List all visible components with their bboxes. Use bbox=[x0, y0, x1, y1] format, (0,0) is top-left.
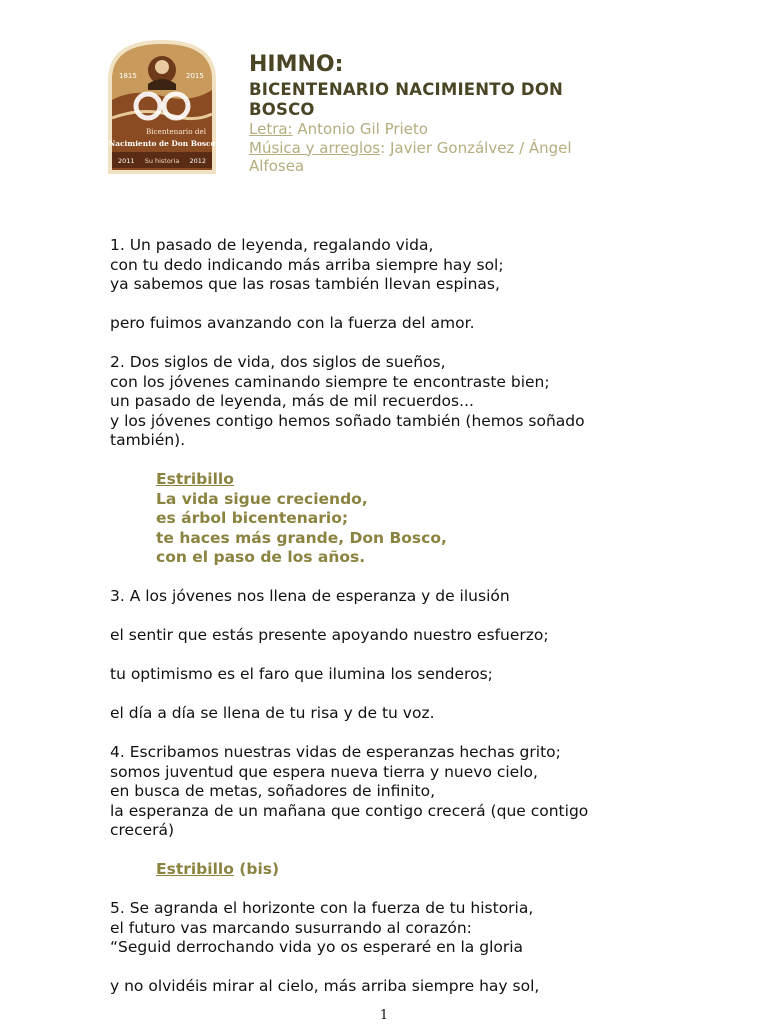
logo-year-right: 2015 bbox=[186, 72, 204, 80]
music-label: Música y arreglos bbox=[249, 138, 381, 157]
logo-year-left: 1815 bbox=[119, 72, 137, 80]
chorus bbox=[110, 470, 670, 568]
logo-foot-mid: Su historia bbox=[144, 157, 180, 165]
verse-line: en busca de metas, soñadores de infinito, bbox=[110, 782, 436, 800]
verse-line: la esperanza de un mañana que contigo crecerá (que contigo bbox=[110, 801, 589, 820]
verse-line: un pasado de leyenda, más de mil recuerdos... bbox=[110, 392, 474, 410]
chorus-repeat bbox=[110, 860, 670, 880]
verse-4 bbox=[110, 743, 670, 841]
verse-line: y los jóvenes contigo hemos soñado también (hemos soñado bbox=[110, 411, 585, 430]
bicentenary-logo bbox=[104, 40, 220, 176]
lyrics-body bbox=[110, 236, 670, 1016]
chorus-line: La vida sigue creciendo, bbox=[156, 489, 368, 508]
logo-foot-right: 2012 bbox=[189, 157, 206, 165]
verse-line: crecerá) bbox=[110, 821, 175, 839]
verse-line: 2. Dos siglos de vida, dos siglos de sueños, bbox=[110, 353, 446, 371]
music-authors-line-2: Alfosea bbox=[249, 157, 305, 175]
document-title: HIMNO: bbox=[249, 52, 344, 77]
page-number: 1 bbox=[379, 1008, 389, 1023]
verse-line: el futuro vas marcando susurrando al corazón: bbox=[110, 918, 472, 937]
verse-line: tu optimismo es el faro que ilumina los senderos; bbox=[110, 665, 493, 683]
lyrics-author: Antonio Gil Prieto bbox=[292, 120, 428, 138]
chorus-line: te haces más grande, Don Bosco, bbox=[156, 528, 447, 547]
verse-5-end bbox=[110, 977, 670, 997]
chorus-title: Estribillo bbox=[156, 470, 234, 488]
verse-5 bbox=[110, 899, 670, 958]
verse-1 bbox=[110, 236, 670, 295]
verse-3d bbox=[110, 704, 670, 724]
lyrics-label: Letra: bbox=[249, 120, 293, 138]
verse-line: somos juventud que espera nueva tierra y nuevo cielo, bbox=[110, 762, 538, 781]
logo-foot-left: 2011 bbox=[118, 157, 135, 165]
verse-line: con los jóvenes caminando siempre te encontraste bien; bbox=[110, 372, 550, 391]
subtitle-line-1: BICENTENARIO NACIMIENTO DON bbox=[249, 80, 564, 99]
verse-line: ya sabemos que las rosas también llevan espinas, bbox=[110, 275, 500, 293]
verse-line: con tu dedo indicando más arriba siempre hay sol; bbox=[110, 255, 504, 274]
verse-line: 3. A los jóvenes nos llena de esperanza y de ilusión bbox=[110, 587, 510, 605]
logo-line2: Nacimiento de Don Bosco bbox=[108, 139, 216, 148]
lyrics-credit bbox=[249, 120, 649, 139]
verse-3b bbox=[110, 626, 670, 646]
music-credit bbox=[249, 139, 649, 176]
subtitle-line-2: BOSCO bbox=[249, 100, 315, 119]
music-authors-line-1: : Javier Gonzálvez / Ángel bbox=[380, 138, 572, 157]
verse-line: el sentir que estás presente apoyando nuestro esfuerzo; bbox=[110, 626, 549, 644]
verse-line: 1. Un pasado de leyenda, regalando vida, bbox=[110, 236, 434, 254]
verse-line: 5. Se agranda el horizonte con la fuerza de tu historia, bbox=[110, 899, 534, 917]
verse-2 bbox=[110, 353, 670, 451]
verse-line: el día a día se llena de tu risa y de tu voz. bbox=[110, 704, 435, 722]
chorus-repeat-title: Estribillo bbox=[156, 860, 234, 878]
logo-line1: Bicentenario del bbox=[145, 127, 206, 136]
verse-1-end bbox=[110, 314, 670, 334]
chorus-repeat-suffix: (bis) bbox=[233, 860, 280, 878]
verse-3a bbox=[110, 587, 670, 607]
document-subtitle bbox=[249, 80, 649, 120]
chorus-line: con el paso de los años. bbox=[156, 548, 366, 566]
chorus-line: es árbol bicentenario; bbox=[156, 509, 349, 527]
verse-line: también). bbox=[110, 431, 186, 449]
verse-line: “Seguid derrochando vida yo os esperaré en la gloria bbox=[110, 938, 524, 956]
verse-line: y no olvidéis mirar al cielo, más arriba siempre hay sol, bbox=[110, 977, 540, 995]
verse-3c bbox=[110, 665, 670, 685]
verse-line: 4. Escribamos nuestras vidas de esperanzas hechas grito; bbox=[110, 743, 561, 761]
document-header bbox=[249, 52, 649, 176]
verse-line: pero fuimos avanzando con la fuerza del amor. bbox=[110, 314, 475, 332]
